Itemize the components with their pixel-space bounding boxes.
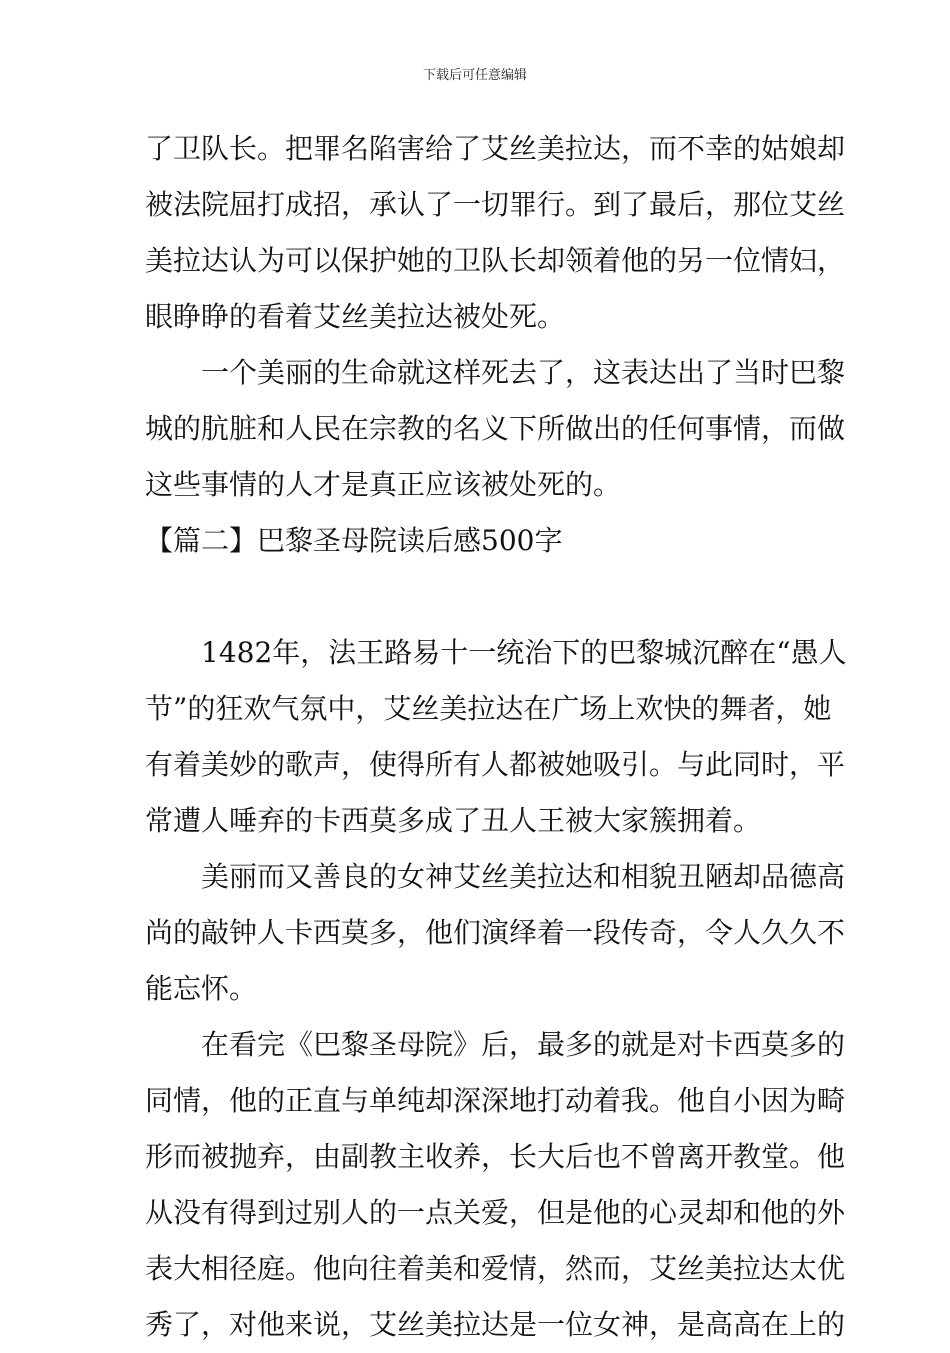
text-line: 这些事情的人才是真正应该被处死的。 [145, 468, 622, 501]
text-line: 美丽而又善良的女神艾丝美拉达和相貌丑陋却品德高 [201, 860, 846, 893]
text-line: 常遭人唾弃的卡西莫多成了丑人王被大家簇拥着。 [145, 804, 762, 837]
text-line: 尚的敲钟人卡西莫多，他们演绎着一段传奇，令人久久不 [145, 916, 846, 949]
text-line: 有着美妙的歌声，使得所有人都被她吸引。与此同时，平 [145, 748, 846, 781]
text-line: 节”的狂欢气氛中，艾丝美拉达在广场上欢快的舞者，她 [145, 692, 832, 725]
text-line: 眼睁睁的看着艾丝美拉达被处死。 [145, 300, 566, 333]
document-body [145, 121, 847, 1353]
text-line: 在看完《巴黎圣母院》后，最多的就是对卡西莫多的 [201, 1028, 846, 1061]
text-line: 一个美丽的生命就这样死去了，这表达出了当时巴黎 [201, 356, 846, 389]
text-line: 被法院屈打成招，承认了一切罪行。到了最后，那位艾丝 [145, 188, 846, 221]
text-line: 了卫队长。把罪名陷害给了艾丝美拉达，而不幸的姑娘却 [145, 132, 846, 165]
text-line: 表大相径庭。他向往着美和爱情，然而，艾丝美拉达太优 [145, 1252, 846, 1285]
text-line: 秀了，对他来说，艾丝美拉达是一位女神，是高高在上的 [145, 1308, 846, 1341]
text-line: 1482年，法王路易十一统治下的巴黎城沉醉在“愚人 [201, 636, 847, 669]
text-line: 形而被抛弃，由副教主收养，长大后也不曾离开教堂。他 [145, 1140, 846, 1173]
text-line: 能忘怀。 [145, 972, 258, 1005]
text-line: 城的肮脏和人民在宗教的名义下所做出的任何事情，而做 [145, 412, 846, 445]
text-line: 从没有得到过别人的一点关爱，但是他的心灵却和他的外 [145, 1196, 846, 1229]
page-header: 下载后可任意编辑 [422, 68, 527, 83]
text-line: 同情，他的正直与单纯却深深地打动着我。他自小因为畸 [145, 1084, 846, 1117]
section-heading: 【篇二】巴黎圣母院读后感500字 [145, 524, 563, 557]
text-line: 美拉达认为可以保护她的卫队长却领着他的另一位情妇， [145, 244, 846, 277]
blank-line [145, 569, 807, 625]
